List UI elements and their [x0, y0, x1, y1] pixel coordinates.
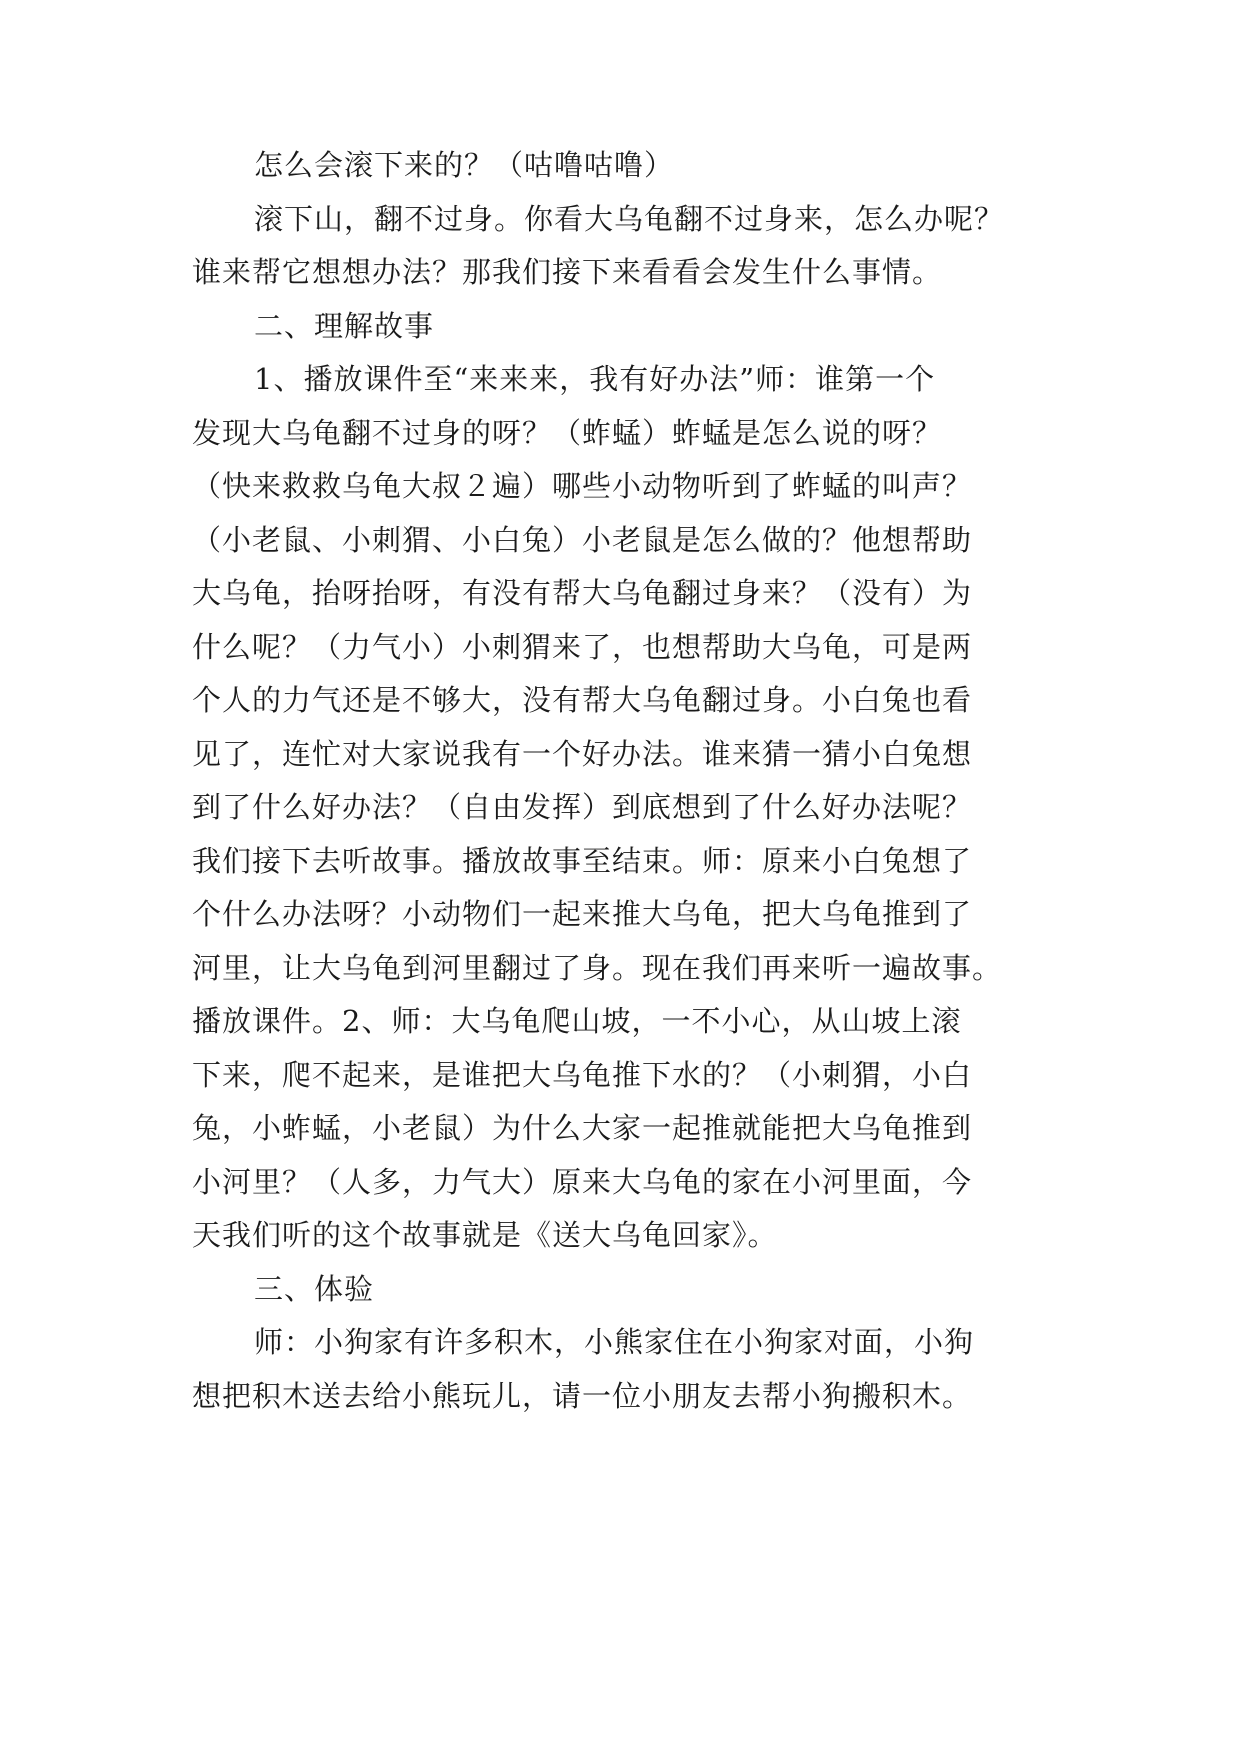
- paragraph-line: （小老鼠、小刺猬、小白兔）小老鼠是怎么做的？他想帮助: [192, 523, 973, 557]
- section-heading: 三、体验: [254, 1272, 375, 1306]
- paragraph-line: 谁来帮它想想办法？那我们接下来看看会发生什么事情。: [192, 255, 943, 289]
- paragraph-line: 个人的力气还是不够大，没有帮大乌龟翻过身。小白兔也看: [192, 683, 973, 717]
- paragraph-line: 播放课件。2、师：大乌龟爬山坡，一不小心，从山坡上滚: [192, 1004, 962, 1038]
- paragraph-line: 大乌龟，抬呀抬呀，有没有帮大乌龟翻过身来？（没有）为: [192, 576, 973, 610]
- paragraph-line: 天我们听的这个故事就是《送大乌龟回家》。: [192, 1218, 778, 1252]
- paragraph-line: 下来，爬不起来，是谁把大乌龟推下水的？（小刺猬，小白: [192, 1058, 973, 1092]
- paragraph-line: 河里，让大乌龟到河里翻过了身。现在我们再来听一遍故事。: [192, 951, 1003, 985]
- paragraph-line: 小河里？（人多，力气大）原来大乌龟的家在小河里面，今: [192, 1165, 973, 1199]
- paragraph-line: 想把积木送去给小熊玩儿，请一位小朋友去帮小狗搬积木。: [192, 1379, 973, 1413]
- paragraph-line: 师：小狗家有许多积木，小熊家住在小狗家对面，小狗: [254, 1325, 975, 1359]
- paragraph-line: 到了什么好办法？（自由发挥）到底想到了什么好办法呢？: [192, 790, 973, 824]
- paragraph-line: 什么呢？（力气小）小刺猬来了，也想帮助大乌龟，可是两: [192, 630, 973, 664]
- paragraph-line: 我们接下去听故事。播放故事至结束。师：原来小白兔想了: [192, 844, 973, 878]
- paragraph-line: 滚下山，翻不过身。你看大乌龟翻不过身来，怎么办呢？: [254, 202, 1005, 236]
- paragraph-line: 1、播放课件至“来来来，我有好办法”师：谁第一个: [254, 362, 936, 396]
- paragraph-line: 个什么办法呀？小动物们一起来推大乌龟，把大乌龟推到了: [192, 897, 973, 931]
- paragraph-line: 见了，连忙对大家说我有一个好办法。谁来猜一猜小白兔想: [192, 737, 973, 771]
- paragraph-line: 兔，小蚱蜢，小老鼠）为什么大家一起推就能把大乌龟推到: [192, 1111, 973, 1145]
- paragraph-line: 发现大乌龟翻不过身的呀？（蚱蜢）蚱蜢是怎么说的呀？: [192, 416, 943, 450]
- paragraph-line: 怎么会滚下来的？（咕噜咕噜）: [254, 148, 675, 182]
- paragraph-line: （快来救救乌龟大叔２遍）哪些小动物听到了蚱蜢的叫声？: [192, 469, 973, 503]
- section-heading: 二、理解故事: [254, 309, 435, 343]
